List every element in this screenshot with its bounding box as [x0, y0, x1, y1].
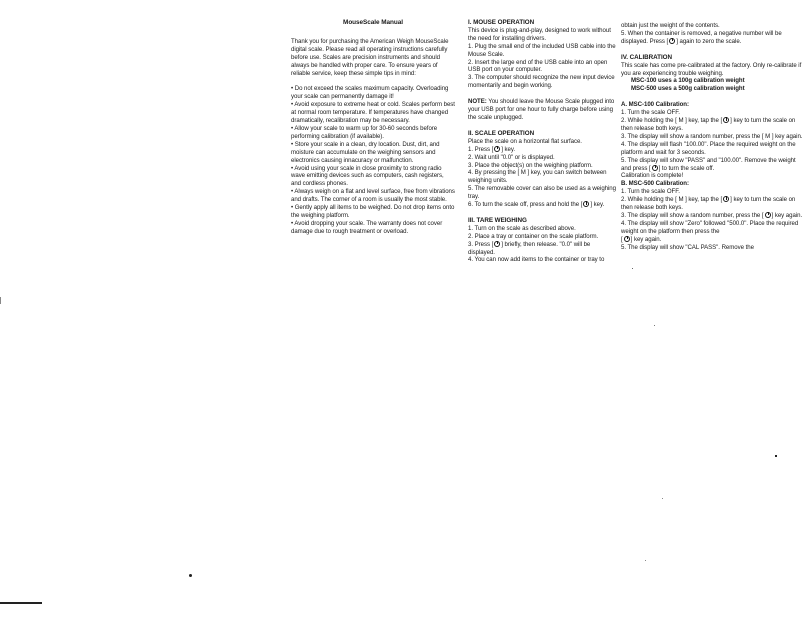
step-item: 5. The removable cover can also be used as a weighing tray.	[468, 185, 616, 201]
tip-item: • Avoid using your scale in close proximity to strong radio wave emitting devices such as computers, cash registers, and cordless phones.	[291, 164, 444, 188]
scan-dot	[775, 455, 777, 457]
step-item	[468, 146, 618, 154]
scan-tick-mark	[0, 297, 1, 304]
tip-item: • Allow your scale to warm up for 30-60 seconds before performing calibration (if available).	[291, 124, 438, 140]
section-heading-mouse-operation: I. MOUSE OPERATION	[468, 19, 535, 26]
mouse-operation-intro: This device is plug-and-play, designed to work without the need for installing drivers.	[468, 26, 611, 42]
column-intro	[291, 19, 455, 236]
power-icon	[494, 146, 500, 152]
power-icon	[583, 201, 589, 207]
step-item: 1. Plug the small end of the included USB cable into the Mouse Scale.	[468, 42, 616, 58]
step-item: 3. The computer should recognize the new input device momentarily and begin working.	[468, 74, 615, 90]
step-text: 6. To turn the scale off, press and hold the [	[468, 201, 583, 209]
step-item: 4. You can now add items to the container or tray to	[468, 256, 605, 264]
step-item: 5. The display will show "CAL PASS". Remove the	[621, 243, 754, 251]
step-text: 3. The display will show a random number, press the [	[621, 211, 764, 219]
section-heading-tare-weighing: III. TARE WEIGHING	[468, 216, 527, 224]
step-text: ] briefly, then release. "0.0" will be displayed.	[468, 240, 591, 256]
power-icon	[652, 165, 658, 171]
step-item: 3. The display will show a random number, press the [ M ] key again.	[621, 132, 803, 140]
step-item	[621, 117, 807, 133]
tip-item: • Avoid dropping your scale. The warranty does not cover damage due to rough treatment or overload.	[291, 219, 443, 235]
step-text: ] key.	[501, 145, 516, 153]
tip-item: • Gently apply all items to be weighed. Do not drop items onto the weighing platform.	[291, 204, 455, 219]
note-paragraph	[468, 98, 618, 122]
scale-operation-intro: Place the scale on a horizontal flat surface.	[468, 137, 582, 145]
step-text: 1. Press [	[468, 145, 494, 153]
step-text: ] key.	[590, 201, 605, 209]
column-calibration	[621, 22, 807, 251]
step-text: [	[621, 235, 623, 243]
calibration-intro: This scale has come pre-calibrated at the factory. Only re-calibrate if you are experiencing trouble weighing.	[621, 61, 802, 77]
step-text: ] key to turn the scale on then release both keys.	[621, 196, 796, 212]
calibration-complete: Calibration is complete!	[621, 172, 684, 180]
calibration-weight-500: MSC-500 uses a 500g calibration weight	[631, 85, 745, 93]
step-item	[621, 212, 807, 220]
step-text: ] key again.	[630, 235, 662, 243]
scan-dot	[189, 574, 192, 577]
tip-item: • Do not exceed the scales maximum capacity. Overloading your scale can permanently damage it!	[291, 85, 449, 101]
step-text: ] key again.	[771, 211, 803, 219]
step-item	[621, 236, 807, 244]
power-icon	[765, 212, 771, 218]
tip-item: • Store your scale in a clean, dry location. Dust, dirt, and moisture can accumulate on the weighing sensors and electronics causing innacuracy or malfunction.	[291, 140, 440, 164]
step-item	[468, 201, 618, 209]
power-icon	[723, 117, 729, 123]
power-icon	[624, 236, 630, 242]
step-text: 2. While holding the [ M ] key, tap the [	[621, 196, 723, 204]
step-text: 2. While holding the [ M ] key, tap the [	[621, 117, 723, 125]
step-item	[621, 196, 807, 212]
scan-dot	[645, 560, 646, 561]
step-item: 1. Turn the scale OFF.	[621, 188, 680, 196]
step-item: 4. By pressing the [ M ] key, you can switch between weighing units.	[468, 169, 607, 185]
step-item	[468, 241, 618, 257]
scan-dot	[654, 325, 655, 326]
step-text: ] to turn the scale off.	[658, 164, 715, 172]
step-item	[621, 157, 807, 173]
note-text: You should leave the Mouse Scale plugged into your USB port for one hour to fully charge before using the scale unplugged.	[468, 98, 615, 121]
step-item: 4. The display will flash "100.00". Place the required weight on the platform and wait for 3 seconds.	[621, 140, 796, 156]
document-title: MouseScale Manual	[343, 19, 403, 26]
tip-item: • Avoid exposure to extreme heat or cold. Scales perform best at normal room temperature. If temperatures have changed dramatically, recalibration may be necessary.	[291, 101, 455, 125]
step-text: 3. Press [	[468, 240, 494, 248]
power-icon	[494, 241, 500, 247]
step-item: 2. Insert the large end of the USB cable into an open USB port on your computer.	[468, 58, 608, 74]
step-text: ] key to turn the scale on then release both keys.	[621, 117, 796, 132]
step-item	[621, 30, 807, 46]
step-text: 5. When the container is removed, a negative number will be displayed. Press [	[621, 29, 782, 45]
calibration-weight-100: MSC-100 uses a 100g calibration weight	[631, 77, 745, 85]
step-text: ] again to zero the scale.	[676, 37, 742, 45]
step-text: 5. The display will show "PASS" and "100.00". Remove the weight and press [	[621, 156, 796, 172]
subheading-msc-100: A. MSC-100 Calibration:	[621, 101, 689, 109]
step-item: 4. The display will show "Zero" followed "500.0". Place the required weight on the platform then press the	[621, 219, 799, 235]
scan-dot	[632, 268, 633, 269]
intro-paragraph: Thank you for purchasing the American Weigh MouseScale digital scale. Please read all operating instructions carefully before use. Scales are precision instruments and should always be handled with proper care. To ensure years of reliable service, keep these simple tips in mind:	[291, 37, 449, 77]
step-item: 3. Place the object(s) on the weighing platform.	[468, 161, 593, 169]
section-heading-scale-operation: II. SCALE OPERATION	[468, 129, 535, 137]
scan-edge-line	[0, 602, 42, 604]
column-operation	[468, 19, 618, 264]
step-item: 1. Turn the scale OFF.	[621, 109, 680, 117]
step-item: 2. Wait until "0.0" or is displayed.	[468, 153, 555, 161]
scan-dot	[662, 498, 663, 499]
power-icon	[723, 196, 729, 202]
tip-item: • Always weigh on a flat and level surface, free from vibrations and drafts. The corner of a room is usually the most stable.	[291, 188, 455, 204]
subheading-msc-500: B. MSC-500 Calibration:	[621, 180, 689, 188]
step-item: 2. Place a tray or container on the scale platform.	[468, 232, 599, 240]
section-heading-calibration: IV. CALIBRATION	[621, 53, 673, 61]
power-icon	[669, 38, 675, 44]
step-item: 1. Turn on the scale as described above.	[468, 224, 576, 232]
step-item-continued: obtain just the weight of the contents.	[621, 22, 720, 29]
note-label: NOTE:	[468, 98, 487, 106]
